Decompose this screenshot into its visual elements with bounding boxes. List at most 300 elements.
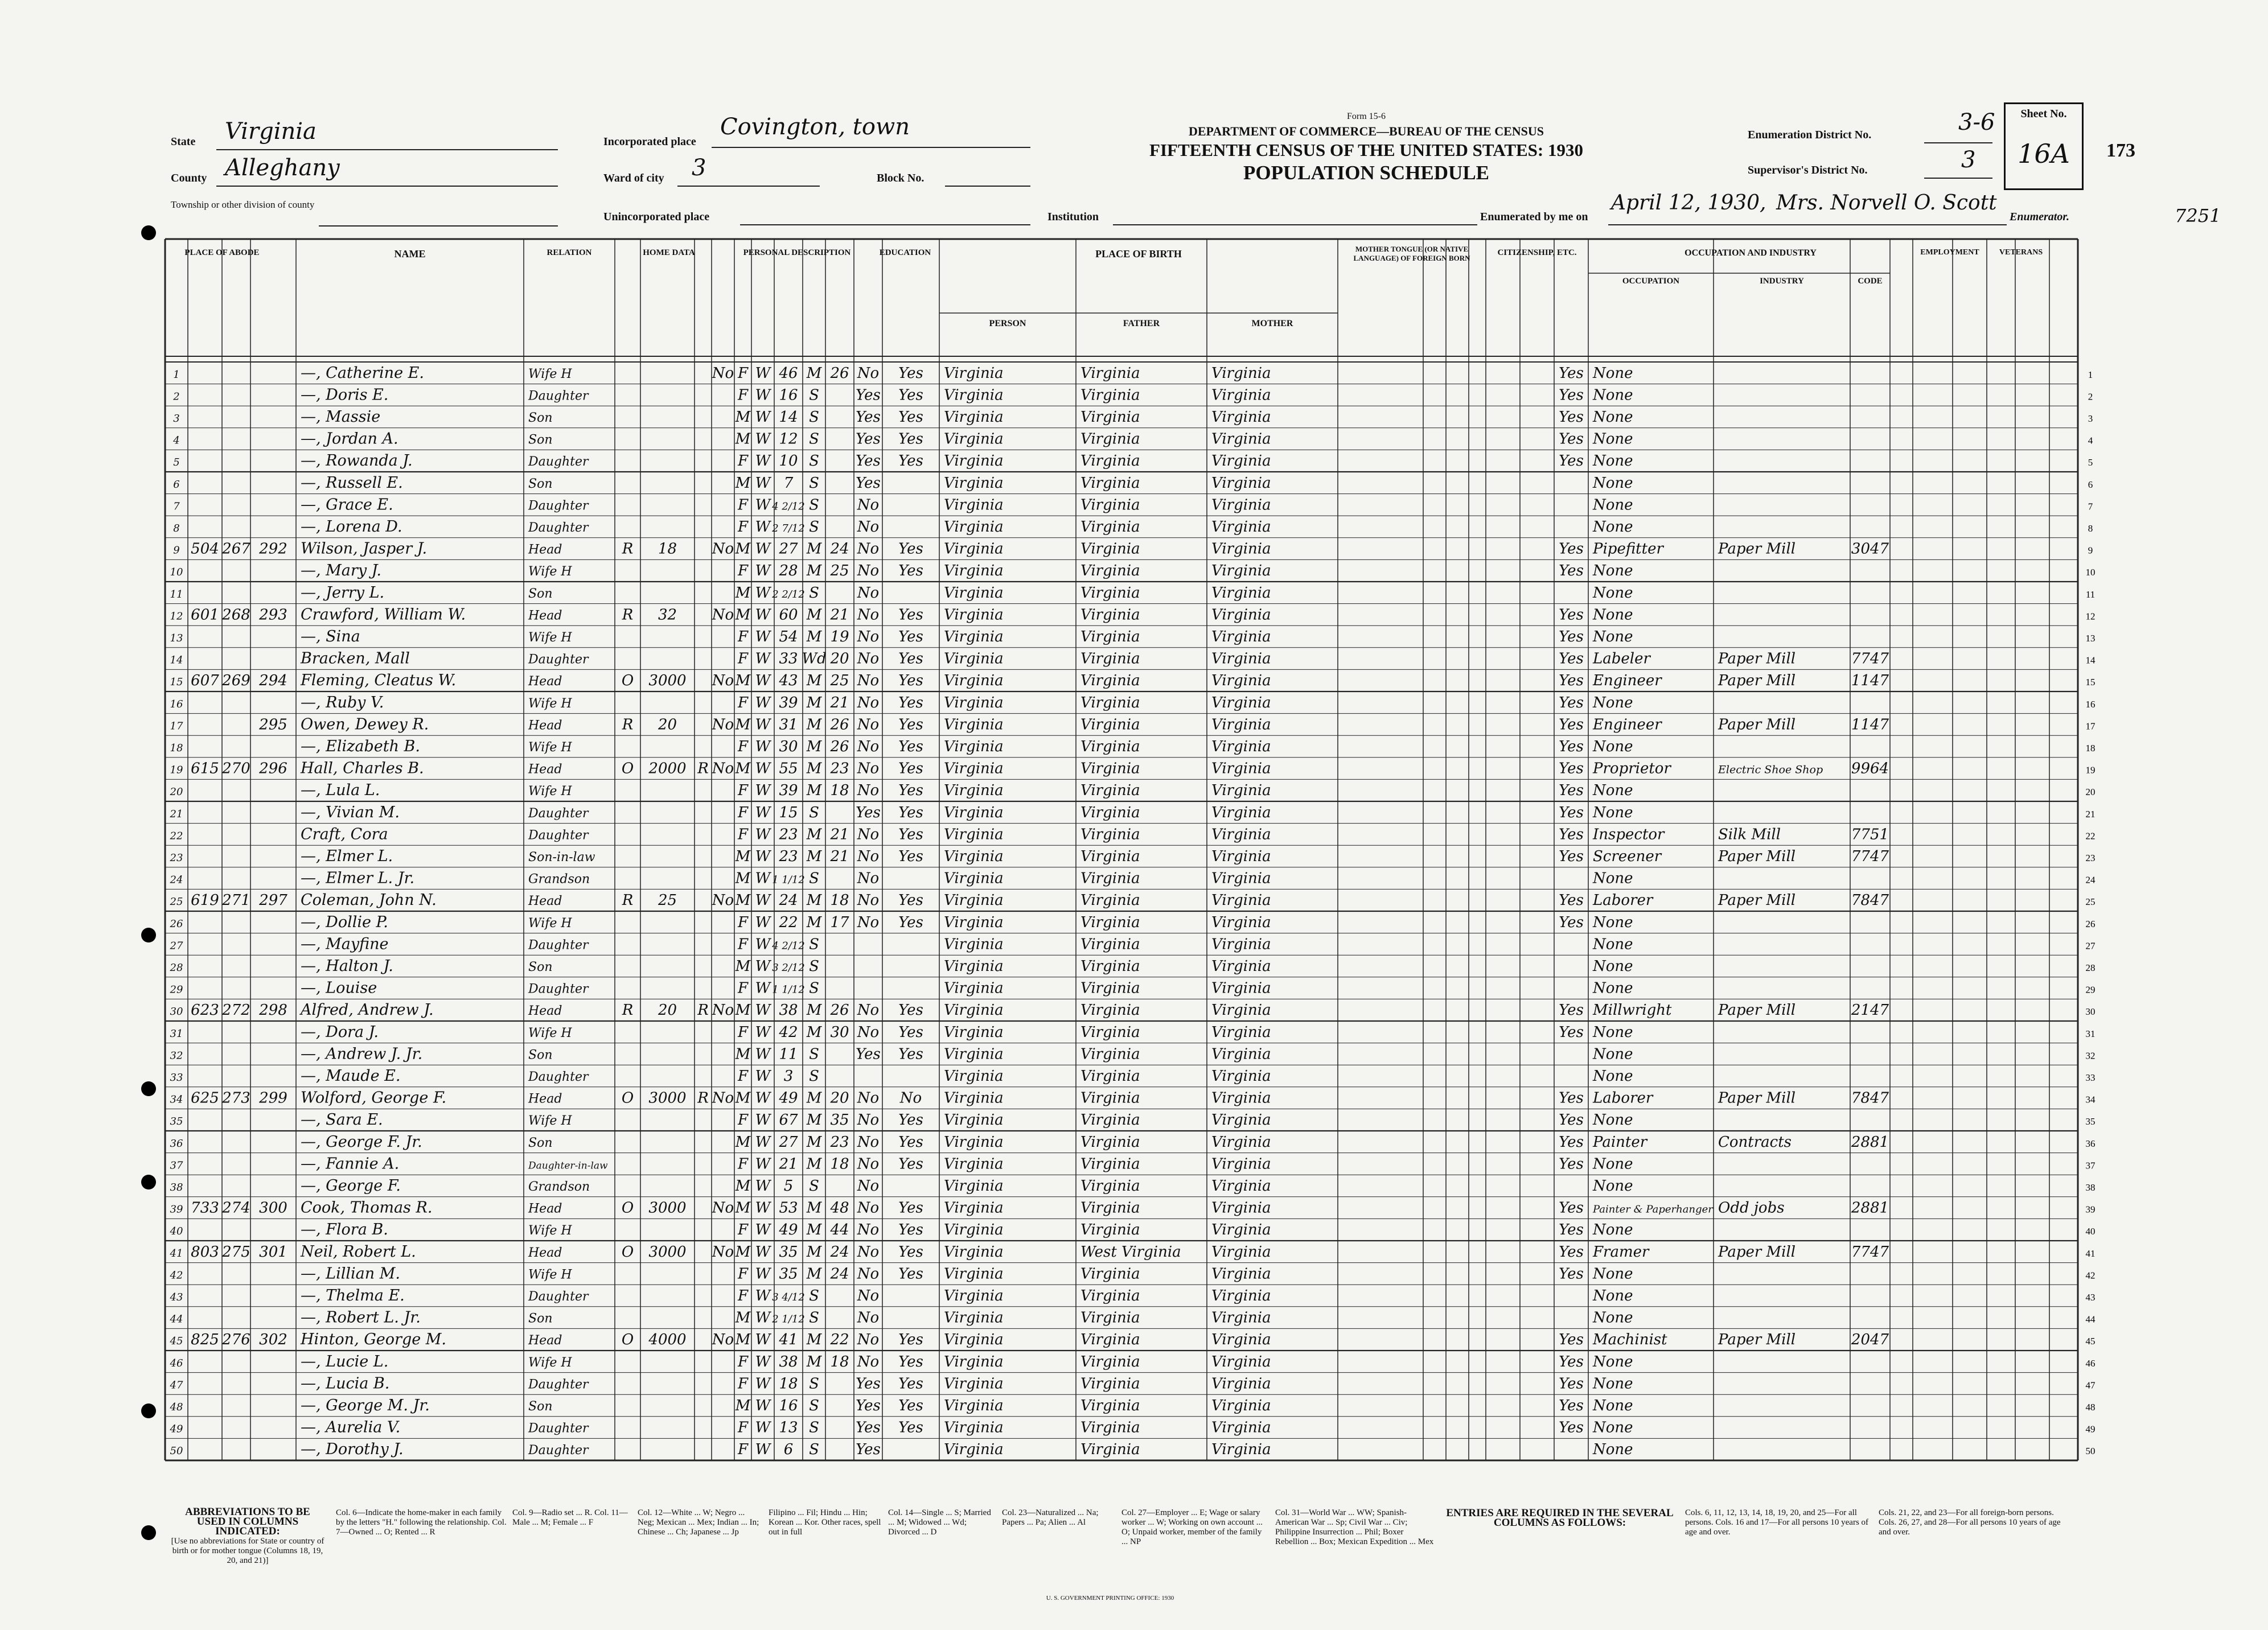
cell-mar: S xyxy=(809,474,819,492)
cell-sch: No xyxy=(857,540,880,558)
cell-agem: 23 xyxy=(830,760,849,777)
cell-pob: Virginia xyxy=(944,847,1004,865)
cell-occ: Framer xyxy=(1593,1243,1649,1261)
cell-rel: Son xyxy=(528,1399,553,1414)
cell-occ: Laborer xyxy=(1593,1089,1653,1107)
cell-pob: Virginia xyxy=(944,913,1004,931)
cell-fob: Virginia xyxy=(1080,804,1140,821)
cell-agem: 20 xyxy=(830,1089,849,1107)
cell-age: 30 xyxy=(779,738,798,755)
cell-sch: No xyxy=(857,1353,880,1370)
cell-mar: S xyxy=(809,957,819,975)
cell-age: 12 xyxy=(779,430,798,448)
cell-ind: Paper Mill xyxy=(1718,672,1796,690)
cell-fob: Virginia xyxy=(1080,738,1140,755)
cell-name: —, George F. xyxy=(301,1176,401,1195)
cell-agem: 26 xyxy=(830,738,849,755)
cell-rel: Head xyxy=(528,1004,562,1019)
cell-eng: Yes xyxy=(1559,1133,1584,1151)
cell-code: 1147 xyxy=(1851,716,1889,734)
cell-eng: Yes xyxy=(1559,606,1584,624)
cell-name: —, Elmer L. xyxy=(301,847,393,865)
cell-mob: Virginia xyxy=(1211,870,1271,887)
cell-mob: Virginia xyxy=(1211,452,1271,470)
cell-occ: Pipefitter xyxy=(1593,540,1663,558)
cell-age: 49 xyxy=(779,1221,798,1239)
cell-race: W xyxy=(755,1353,771,1370)
cell-mob: Virginia xyxy=(1211,672,1271,690)
cell-own: R xyxy=(622,540,634,558)
cell-mar: M xyxy=(806,892,822,909)
cell-name: Cook, Thomas R. xyxy=(301,1199,433,1217)
cell-read: Yes xyxy=(898,364,923,382)
person-subheader: PERSON xyxy=(989,319,1026,328)
cell-pob: Virginia xyxy=(944,1243,1004,1261)
cell-sch: Yes xyxy=(856,452,881,470)
row-number-right: 12 xyxy=(2085,611,2096,622)
cell-sch: No xyxy=(857,364,880,382)
cell-n: 13 xyxy=(170,632,183,644)
cell-eng: Yes xyxy=(1559,1375,1584,1393)
cell-n: 38 xyxy=(170,1181,183,1193)
cell-pob: Virginia xyxy=(944,562,1004,580)
cell-rel: Wife H xyxy=(528,367,572,381)
cell-sch: No xyxy=(857,782,880,800)
cell-mar: S xyxy=(809,870,819,887)
cell-sex: M xyxy=(735,1177,751,1195)
institution-label: Institution xyxy=(1047,211,1099,223)
cell-read: Yes xyxy=(898,1243,923,1261)
footer-col31: Col. 31—World War ... WW; Spanish-American War ... Sp; Civil War ... Civ; Philippine Insurrection ... Phil; Boxer Rebellion ... Box; Mexican Expedition ... Mex xyxy=(1275,1508,1434,1546)
entries-a: Cols. 6, 11, 12, 13, 14, 18, 19, 20, and 25—For all persons. Cols. 16 and 17—For all persons 10 years of age and over. xyxy=(1685,1508,1869,1537)
cell-sch: Yes xyxy=(856,1397,881,1414)
cell-age: 3 xyxy=(783,1067,794,1085)
cell-farm: No xyxy=(712,1089,734,1107)
cell-n: 40 xyxy=(170,1225,183,1238)
row-number-right: 26 xyxy=(2085,918,2096,929)
row-number-right: 36 xyxy=(2085,1138,2096,1149)
cell-n: 8 xyxy=(173,522,180,534)
cell-ind: Paper Mill xyxy=(1718,892,1796,909)
cell-sch: Yes xyxy=(856,386,881,404)
cell-pob: Virginia xyxy=(944,650,1004,668)
cell-n: 22 xyxy=(170,830,183,842)
cell-age: 14 xyxy=(779,408,798,426)
cell-sch: Yes xyxy=(856,1375,881,1393)
cell-occ: None xyxy=(1593,584,1633,602)
cell-age: 24 xyxy=(779,892,798,909)
place-of-abode-header: PLACE OF ABODE xyxy=(184,248,260,257)
cell-age: 1 1/12 xyxy=(772,983,805,996)
cell-age: 22 xyxy=(779,913,798,931)
cell-pob: Virginia xyxy=(944,1002,1004,1019)
cell-rel: Son xyxy=(528,586,553,601)
cell-race: W xyxy=(755,1221,771,1239)
cell-read: Yes xyxy=(898,606,923,624)
employment-header: EMPLOYMENT xyxy=(1920,248,1979,257)
cell-sex: F xyxy=(737,1375,749,1393)
code-subheader: CODE xyxy=(1858,277,1883,286)
cell-mob: Virginia xyxy=(1211,496,1271,514)
cell-sex: F xyxy=(737,452,749,470)
cell-code: 7751 xyxy=(1851,826,1889,843)
cell-fob: Virginia xyxy=(1080,1331,1140,1349)
cell-read: Yes xyxy=(898,1375,923,1393)
cell-read: Yes xyxy=(898,804,923,821)
cell-mob: Virginia xyxy=(1211,1112,1271,1129)
enumerated-label: Enumerated by me on xyxy=(1480,211,1588,223)
cell-name: Craft, Cora xyxy=(301,825,388,843)
cell-sex: F xyxy=(737,1112,749,1129)
cell-rel: Daughter xyxy=(528,1289,589,1304)
cell-eng: Yes xyxy=(1559,716,1584,734)
cell-rel: Wife H xyxy=(528,1355,572,1370)
cell-eng: Yes xyxy=(1559,847,1584,865)
cell-rel: Son-in-law xyxy=(528,850,595,865)
cell-mar: S xyxy=(809,1067,819,1085)
cell-mob: Virginia xyxy=(1211,1045,1271,1063)
cell-race: W xyxy=(755,957,771,975)
cell-name: —, Ruby V. xyxy=(301,693,384,711)
cell-pob: Virginia xyxy=(944,979,1004,997)
cell-fob: Virginia xyxy=(1080,452,1140,470)
cell-rel: Wife H xyxy=(528,740,572,755)
cell-farm: No xyxy=(712,606,734,624)
cell-sex: M xyxy=(735,430,751,448)
cell-occ: None xyxy=(1593,913,1633,931)
cell-mar: S xyxy=(809,1287,819,1304)
row-number-right: 7 xyxy=(2088,501,2093,512)
cell-race: W xyxy=(755,1331,771,1349)
cell-occ: None xyxy=(1593,1353,1633,1370)
cell-name: —, Rowanda J. xyxy=(301,452,413,470)
cell-eng: Yes xyxy=(1559,804,1584,821)
cell-age: 49 xyxy=(779,1089,798,1107)
row-number-right: 24 xyxy=(2085,874,2096,886)
cell-mob: Virginia xyxy=(1211,1002,1271,1019)
cell-farm: No xyxy=(712,716,734,734)
row-number-right: 40 xyxy=(2085,1226,2096,1237)
cell-name: —, Lucie L. xyxy=(301,1352,389,1370)
cell-rel: Head xyxy=(528,1333,562,1348)
cell-own: O xyxy=(621,1089,634,1107)
cell-n: 7 xyxy=(173,500,180,513)
cell-read: Yes xyxy=(898,782,923,800)
mother-subheader: MOTHER xyxy=(1251,319,1293,328)
cell-vn: 294 xyxy=(259,672,287,690)
cell-pob: Virginia xyxy=(944,716,1004,734)
cell-rel: Wife H xyxy=(528,784,572,799)
cell-race: W xyxy=(755,760,771,777)
cell-mob: Virginia xyxy=(1211,979,1271,997)
cell-rel: Wife H xyxy=(528,1267,572,1282)
row-number-right: 23 xyxy=(2085,852,2096,863)
cell-sch: No xyxy=(857,760,880,777)
cell-sex: F xyxy=(737,1265,749,1283)
cell-farm: No xyxy=(712,672,734,690)
cell-n: 32 xyxy=(170,1049,183,1062)
cell-age: 16 xyxy=(779,1397,798,1414)
cell-age: 41 xyxy=(779,1331,798,1349)
cell-farm: No xyxy=(712,540,734,558)
cell-mob: Virginia xyxy=(1211,540,1271,558)
cell-own: O xyxy=(621,672,634,690)
cell-sch: No xyxy=(857,562,880,580)
cell-pob: Virginia xyxy=(944,1177,1004,1195)
cell-age: 6 xyxy=(783,1441,794,1459)
schedule-subtitle: POPULATION SCHEDULE xyxy=(1243,162,1490,184)
cell-age: 1 1/12 xyxy=(772,874,805,886)
cell-vn: 299 xyxy=(259,1089,287,1107)
cell-code: 7747 xyxy=(1851,650,1889,668)
row-number-right: 46 xyxy=(2085,1357,2096,1369)
cell-mar: M xyxy=(806,738,822,755)
county-value: Alleghany xyxy=(225,155,340,181)
cell-occ: None xyxy=(1593,1397,1633,1414)
row-number-right: 49 xyxy=(2085,1423,2096,1435)
cell-age: 13 xyxy=(779,1419,798,1436)
cell-mob: Virginia xyxy=(1211,1177,1271,1195)
cell-name: —, Jordan A. xyxy=(301,430,398,448)
cell-fob: Virginia xyxy=(1080,1133,1140,1151)
cell-race: W xyxy=(755,430,771,448)
cell-pob: Virginia xyxy=(944,1133,1004,1151)
cell-dwell: 615 xyxy=(191,760,219,777)
cell-race: W xyxy=(755,1133,771,1151)
cell-pob: Virginia xyxy=(944,1441,1004,1459)
cell-occ: None xyxy=(1593,738,1633,755)
cell-read: Yes xyxy=(898,1331,923,1349)
cell-rel: Wife H xyxy=(528,630,572,645)
cell-read: Yes xyxy=(898,1199,923,1217)
cell-sex: M xyxy=(735,1002,751,1019)
cell-n: 27 xyxy=(170,940,183,952)
cell-rel: Head xyxy=(528,718,562,733)
cell-agem: 23 xyxy=(830,1133,849,1151)
cell-occ: None xyxy=(1593,452,1633,470)
cell-radio: R xyxy=(697,1089,709,1107)
cell-pob: Virginia xyxy=(944,870,1004,887)
cell-pob: Virginia xyxy=(944,760,1004,777)
cell-mar: M xyxy=(806,1199,822,1217)
cell-mar: M xyxy=(806,782,822,800)
cell-rel: Wife H xyxy=(528,1224,572,1238)
cell-sex: F xyxy=(737,1419,749,1436)
cell-pob: Virginia xyxy=(944,540,1004,558)
cell-name: —, Vivian M. xyxy=(301,803,400,821)
cell-race: W xyxy=(755,716,771,734)
cell-n: 46 xyxy=(170,1357,183,1369)
cell-mar: S xyxy=(809,452,819,470)
cell-ind: Paper Mill xyxy=(1718,716,1796,734)
cell-race: W xyxy=(755,870,771,887)
cell-fob: Virginia xyxy=(1080,826,1140,843)
row-number-right: 48 xyxy=(2085,1401,2096,1413)
cell-n: 15 xyxy=(170,676,183,689)
cell-dwell: 623 xyxy=(191,1002,219,1019)
cell-name: —, Lucia B. xyxy=(301,1374,390,1393)
cell-n: 25 xyxy=(170,896,183,908)
cell-agem: 24 xyxy=(830,1243,849,1261)
cell-race: W xyxy=(755,1002,771,1019)
mother-tongue-header: MOTHER TONGUE (OR NATIVE LANGUAGE) OF FOREIGN BORN xyxy=(1353,245,1470,262)
cell-mob: Virginia xyxy=(1211,847,1271,865)
cell-agem: 24 xyxy=(830,1265,849,1283)
cell-pob: Virginia xyxy=(944,606,1004,624)
cell-mob: Virginia xyxy=(1211,408,1271,426)
cell-sex: F xyxy=(737,496,749,514)
cell-dwell: 625 xyxy=(191,1089,219,1107)
cell-eng: Yes xyxy=(1559,826,1584,843)
cell-name: —, Mayfine xyxy=(301,935,389,953)
sheet-value: 16A xyxy=(2018,138,2070,169)
cell-mob: Virginia xyxy=(1211,584,1271,602)
cell-fob: Virginia xyxy=(1080,1441,1140,1459)
cell-age: 2 7/12 xyxy=(772,522,805,534)
cell-occ: None xyxy=(1593,1441,1633,1459)
cell-sch: No xyxy=(857,1221,880,1239)
cell-read: Yes xyxy=(898,408,923,426)
cell-read: Yes xyxy=(898,1353,923,1370)
cell-n: 30 xyxy=(170,1006,183,1018)
cell-race: W xyxy=(755,847,771,865)
cell-fob: Virginia xyxy=(1080,540,1140,558)
cell-sex: F xyxy=(737,738,749,755)
relation-header: RELATION xyxy=(547,248,592,257)
row-number-right: 21 xyxy=(2085,808,2096,820)
cell-mob: Virginia xyxy=(1211,364,1271,382)
cell-eng: Yes xyxy=(1559,1023,1584,1041)
cell-own: R xyxy=(622,1002,634,1019)
row-number-right: 39 xyxy=(2085,1204,2096,1215)
footer-col6: Col. 6—Indicate the home-maker in each family by the letters "H." following the relationship. Col. 7—Owned ... O; Rented ... R xyxy=(336,1508,507,1537)
cell-sex: F xyxy=(737,804,749,821)
entries-b: Cols. 21, 22, and 23—For all foreign-born persons. Cols. 26, 27, and 28—For all persons 10 years of age and over. xyxy=(1879,1508,2061,1537)
cell-read: No xyxy=(899,1089,922,1107)
cell-read: Yes xyxy=(898,540,923,558)
cell-pob: Virginia xyxy=(944,738,1004,755)
cell-n: 48 xyxy=(170,1401,183,1413)
margin-number: 7251 xyxy=(2175,205,2221,227)
cell-agem: 18 xyxy=(830,782,849,800)
cell-rel: Daughter xyxy=(528,652,589,667)
cell-occ: None xyxy=(1593,957,1633,975)
cell-race: W xyxy=(755,738,771,755)
cell-mob: Virginia xyxy=(1211,760,1271,777)
cell-code: 2147 xyxy=(1851,1002,1889,1019)
cell-race: W xyxy=(755,936,771,953)
cell-rel: Head xyxy=(528,762,562,777)
cell-sex: F xyxy=(737,1353,749,1370)
cell-dwell: 733 xyxy=(191,1199,219,1217)
cell-sex: F xyxy=(737,1155,749,1173)
cell-mar: M xyxy=(806,364,822,382)
cell-rel: Son xyxy=(528,960,553,974)
cell-fob: Virginia xyxy=(1080,518,1140,536)
cell-fob: Virginia xyxy=(1080,1309,1140,1327)
cell-agem: 48 xyxy=(830,1199,849,1217)
cell-name: Owen, Dewey R. xyxy=(301,715,429,734)
cell-eng: Yes xyxy=(1559,364,1584,382)
cell-race: W xyxy=(755,1265,771,1283)
cell-read: Yes xyxy=(898,1419,923,1436)
cell-age: 31 xyxy=(779,716,798,734)
cell-occ: Proprietor xyxy=(1593,760,1671,777)
cell-mob: Virginia xyxy=(1211,738,1271,755)
cell-fob: Virginia xyxy=(1080,364,1140,382)
cell-rel: Head xyxy=(528,894,562,909)
cell-rel: Daughter xyxy=(528,1443,589,1458)
row-number-right: 45 xyxy=(2085,1336,2096,1347)
cell-n: 44 xyxy=(170,1313,183,1326)
cell-name: —, Massie xyxy=(301,407,381,426)
cell-eng: Yes xyxy=(1559,1397,1584,1414)
row-number-right: 38 xyxy=(2085,1182,2096,1193)
cell-val: 3000 xyxy=(648,672,687,690)
cell-age: 3 2/12 xyxy=(772,961,805,974)
cell-name: Alfred, Andrew J. xyxy=(301,1001,434,1019)
cell-fam: 272 xyxy=(222,1002,250,1019)
cell-eng: Yes xyxy=(1559,672,1584,690)
row-number-right: 1 xyxy=(2088,369,2093,380)
cell-rel: Head xyxy=(528,542,562,557)
unincorporated-label: Unincorporated place xyxy=(603,211,710,223)
cell-read: Yes xyxy=(898,738,923,755)
cell-code: 7847 xyxy=(1851,1089,1889,1107)
cell-mar: S xyxy=(809,979,819,997)
cell-mob: Virginia xyxy=(1211,1397,1271,1414)
cell-mob: Virginia xyxy=(1211,1023,1271,1041)
cell-agem: 21 xyxy=(830,606,849,624)
cell-race: W xyxy=(755,804,771,821)
cell-mar: M xyxy=(806,1331,822,1349)
cell-code: 7747 xyxy=(1851,1243,1889,1261)
cell-mob: Virginia xyxy=(1211,1089,1271,1107)
cell-race: W xyxy=(755,1309,771,1327)
cell-agem: 30 xyxy=(830,1023,849,1041)
cell-occ: Machinist xyxy=(1593,1331,1667,1349)
supervisor-value: 3 xyxy=(1961,147,1976,173)
footer-col12: Col. 12—White ... W; Negro ... Neg; Mexican ... Mex; Indian ... In; Chinese ... Ch; Japanese ... Jp xyxy=(638,1508,759,1537)
cell-name: —, Sara E. xyxy=(301,1111,383,1129)
cell-vn: 293 xyxy=(259,606,287,624)
cell-race: W xyxy=(755,1287,771,1304)
cell-mob: Virginia xyxy=(1211,913,1271,931)
cell-ind: Silk Mill xyxy=(1718,826,1781,843)
cell-mar: S xyxy=(809,518,819,536)
cell-dwell: 504 xyxy=(191,540,219,558)
row-number-right: 27 xyxy=(2085,940,2096,952)
cell-pob: Virginia xyxy=(944,1067,1004,1085)
cell-pob: Virginia xyxy=(944,1023,1004,1041)
cell-mob: Virginia xyxy=(1211,1243,1271,1261)
cell-eng: Yes xyxy=(1559,1112,1584,1129)
cell-age: 27 xyxy=(779,1133,798,1151)
cell-occ: None xyxy=(1593,804,1633,821)
cell-sch: No xyxy=(857,518,880,536)
cell-mar: S xyxy=(809,1177,819,1195)
cell-name: —, Maude E. xyxy=(301,1067,401,1085)
cell-mar: M xyxy=(806,1089,822,1107)
cell-fob: Virginia xyxy=(1080,1353,1140,1370)
cell-agem: 24 xyxy=(830,540,849,558)
cell-race: W xyxy=(755,979,771,997)
footer-col14: Col. 14—Single ... S; Married ... M; Widowed ... Wd; Divorced ... D xyxy=(888,1508,991,1537)
cell-eng: Yes xyxy=(1559,782,1584,800)
cell-age: 11 xyxy=(779,1045,798,1063)
cell-n: 18 xyxy=(170,742,183,754)
cell-n: 6 xyxy=(173,478,180,491)
